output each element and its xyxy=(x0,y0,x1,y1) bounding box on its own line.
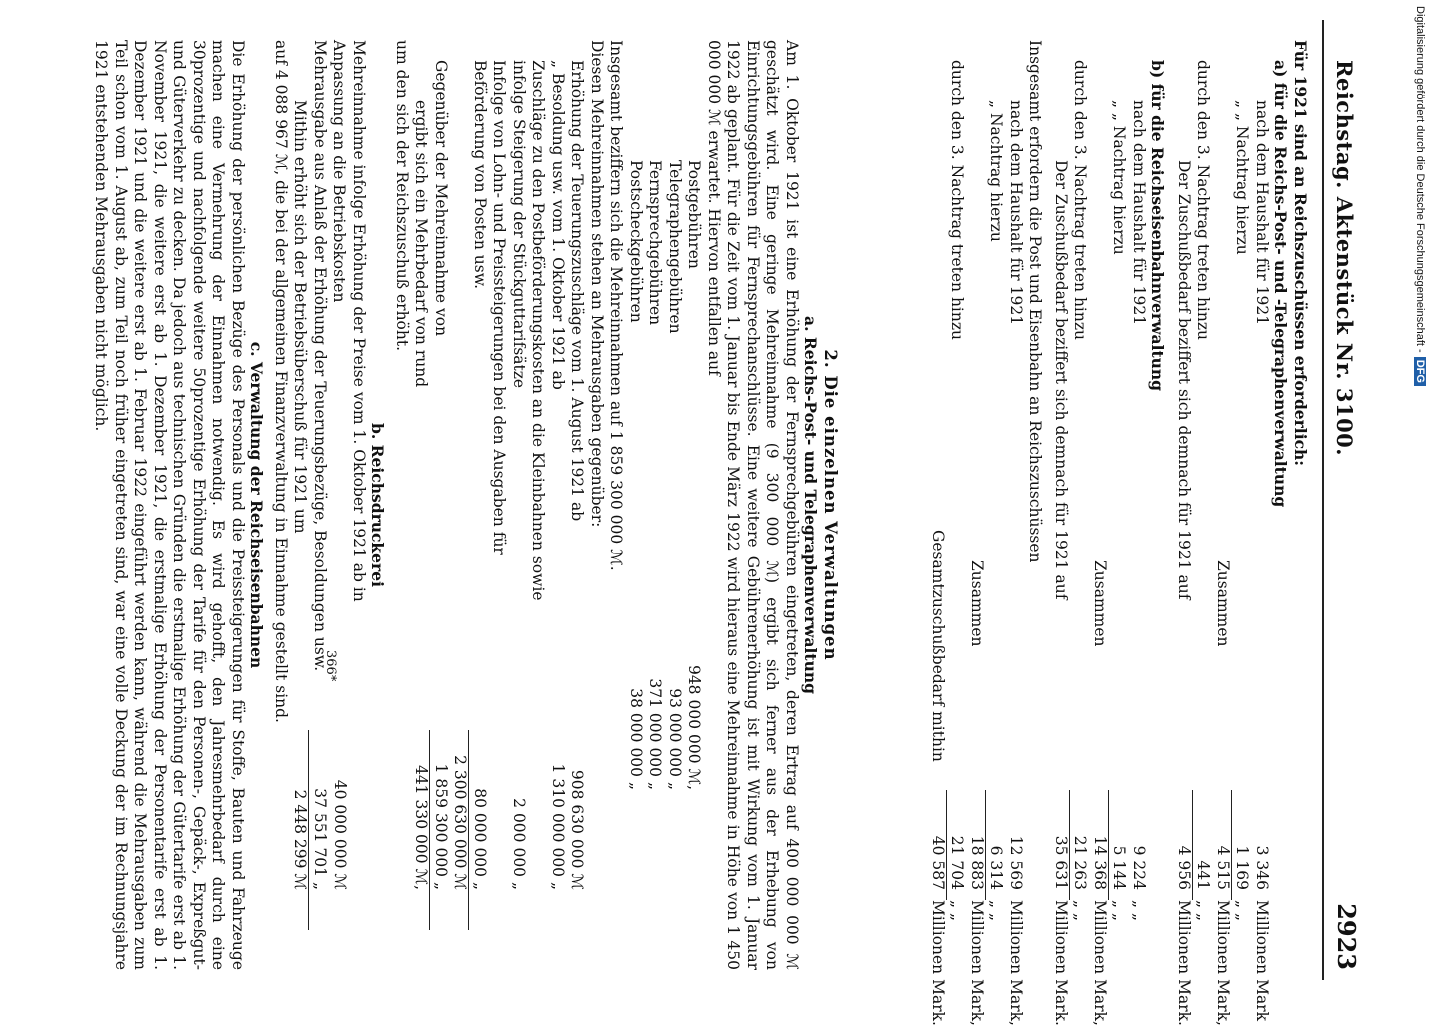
table-row: Zusammen 4 515 Millionen Mark, xyxy=(1214,560,1232,1026)
combined-title: Insgesamt erfordern die Post und Eisenbahn an Reichszuschüssen xyxy=(1026,40,1045,563)
table-row: nach dem Haushalt für 1921 3 346 Millionen Mark xyxy=(1253,100,1271,1022)
total-line: Insgesamt beziffern sich die Mehreinnahmen auf 1 859 300 000 ℳ. xyxy=(607,40,626,571)
section-title: 2. Die einzelnen Verwaltungen xyxy=(821,349,840,661)
expense-row: Erhöhung der Teuerungszuschläge vom 1. August 1921 ab 908 630 000 ℳ xyxy=(568,60,587,890)
dfg-logo: DFG xyxy=(1414,357,1426,386)
section-subsidies xyxy=(928,40,1311,1026)
table-row: Gesamtzuschußbedarf mithin 40 587 Millionen Mark. xyxy=(929,530,947,1026)
result-row: ergibt sich ein Mehrbedarf von rund 441 330 000 ℳ, xyxy=(411,40,431,970)
railway-title: b) für die Reichseisenbahnverwaltung xyxy=(1148,60,1168,391)
table-row: nach dem Haushalt für 1921 12 569 Millionen Mark, xyxy=(1007,100,1025,1026)
table-row: Der Zuschußbedarf beziffert sich demnach für 1921 auf 4 956 Millionen Mark. xyxy=(1175,160,1193,1026)
printing-tail: auf 4 088 967 ℳ, die bei der allgemeinen Finanzverwaltung in Einnahme gestellt sind. xyxy=(272,40,290,723)
expense-row: „ Besoldung usw. vom 1. Oktober 1921 ab 1 310 000 000 „ xyxy=(549,60,567,890)
table-row: durch den 3. Nachtrag treten hinzu 21 704 „ „ xyxy=(948,60,967,921)
subsection-post: a. Reichs-Post- und Telegraphenverwaltung xyxy=(801,316,821,694)
table-row: nach dem Haushalt für 1921 9 224 „ „ xyxy=(1130,100,1148,921)
against-line: Diesen Mehreinnahmen stehen an Mehrausgaben gegenüber: xyxy=(588,40,606,528)
section-intro: Für 1921 sind an Reichszuschüssen erforderlich: xyxy=(1291,40,1310,467)
table-row: durch den 3. Nachtrag treten hinzu 21 263 „ „ xyxy=(1071,60,1090,921)
expense-total-row: 2 300 630 000 ℳ xyxy=(450,40,470,970)
page-number: 2923 xyxy=(1332,903,1361,970)
subsection-railways: c. Verwaltung der Reichseisenbahnen xyxy=(247,341,267,669)
table-row: Zusammen 18 883 Millionen Mark, xyxy=(968,560,986,1026)
page-header xyxy=(1322,20,1360,980)
fee-row: Postgebühren 948 000 000 ℳ, xyxy=(685,160,704,790)
fee-row: Postscheckgebühren 38 000 000 „ xyxy=(627,160,645,790)
income-row: Gegenüber der Mehreinnahme von 1 859 300 000 „ xyxy=(432,60,450,890)
table-row: „ Nachtrag hierzu 6 314 „ „ xyxy=(987,100,1006,921)
table-row: Zusammen 14 368 Millionen Mark, xyxy=(1091,560,1109,1026)
post-telegraph-title: a) für die Reichs-Post- und -Telegraphenverwaltung xyxy=(1271,60,1291,508)
table-row: durch den 3. Nachtrag treten hinzu 441 „ „ xyxy=(1194,60,1213,921)
section-administrations xyxy=(91,40,840,970)
table-row: „ „ Nachtrag hierzu 5 144 „ „ xyxy=(1110,100,1129,921)
header-title: Reichstag. Aktenstück Nr. 3100. xyxy=(1332,60,1357,457)
post-paragraph: Am 1. Oktober 1921 ist eine Erhöhung der Fernsprechgebühren eingetreten, deren Ertrag auf 400 000 000 ℳ geschätzt wird. Eine geringe Mehreinnahme (9 300 000 ℳ) ergibt sich ferner aus der Erhebung von Einrichtungsgebühren für Fernsprechanschlüsse. Eine weitere Gebührenerhöhung ist mit Wirkung vom 1. Januar 1922 ab geplant. Für die Zeit vom 1. Januar bis Ende März 1922 wird hieraus eine Mehreinnahme in Höhe von 1 450 000 000 ℳ erwartet. Hiervon entfallen auf xyxy=(705,40,801,970)
fee-row: Fernsprechgebühren 371 000 000 „ xyxy=(646,160,665,790)
fee-row: Telegraphengebühren 93 000 000 „ xyxy=(666,160,684,790)
printing-row: Mehrausgabe aus Anlaß der Erhöhung der Teuerungsbezüge, Besoldungen usw. 37 551 701 „ xyxy=(311,40,329,890)
printing-row: Mehreinnahme infolge Erhöhung der Preise vom 1. Oktober 1921 ab in Anpassung an die Betriebskosten 40 000 000 ℳ xyxy=(330,40,368,890)
expense-row: Infolge von Lohn- und Preissteigerungen bei den Ausgaben für Beförderung von Posten usw. 80 000 000 „ xyxy=(471,60,509,890)
subsection-printing: b. Reichsdruckerei xyxy=(368,423,388,587)
table-row: „ „ Nachtrag hierzu 1 169 „ „ xyxy=(1233,100,1252,921)
railway-paragraph: Die Erhöhung der persönlichen Bezüge des Personals und die Preissteigerungen für Stoffe, Bauten und Fahrzeuge machen eine Vermehrung der Einnahmen notwendig. Es wird gehofft, den Jahresmehrbedarf durch eine 30prozentige und nachfolgende weitere 50prozentige Erhöhung der Tarife für den Personen-, Gepäck-, Expreßgut- und Güterverkehr zu decken. Da jedoch aus technischen Gründen die erstmalige Erhöhung der Gütertarife erst ab 1. November 1921, die weitere erst ab 1. Dezember 1921, die erstmalige Erhöhung der Personentarife erst ab 1. Dezember 1921 und die weitere erst ab 1. Februar 1922 eingeführt werden kann, während die Mehrausgaben zum Teil schon vom 1. August ab, zum Teil noch früher eingetreten sind, war eine volle Deckung der im Rechnungsjahre 1921 entstehenden Mehrausgaben nicht möglich. xyxy=(92,40,247,970)
printing-result: Mithin erhöht sich der Betriebsüberschuß für 1921 um 2 448 299 ℳ xyxy=(290,40,310,970)
expense-row: Zuschläge zu den Postbeförderungskosten an die Kleinbahnen sowie infolge Steigerung der Stückguttarifsätze 2 000 000 „ xyxy=(510,60,548,890)
table-row: Der Zuschußbedarf beziffert sich demnach für 1921 auf 35 631 Millionen Mark. xyxy=(1052,160,1070,1026)
footer-mark: 366* xyxy=(323,650,338,682)
result-tail: um den sich der Reichszuschuß erhöht. xyxy=(393,40,411,352)
side-credit: Digitalisierung gefördert durch die Deutsche Forschungsgemeinschaft -DFG xyxy=(1414,6,1426,386)
